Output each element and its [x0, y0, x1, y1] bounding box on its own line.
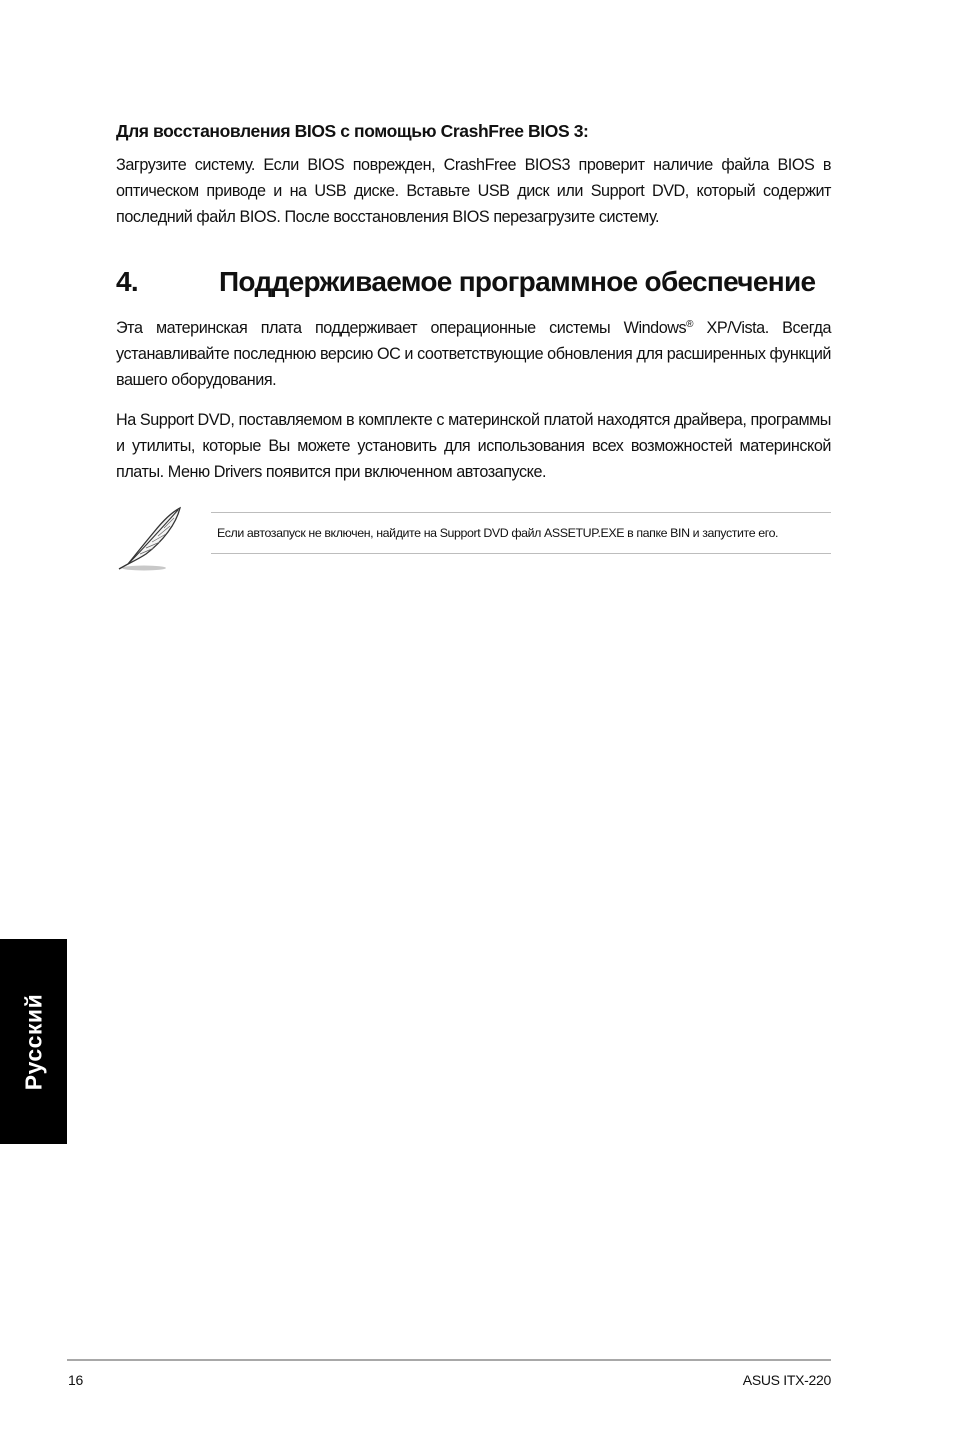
os-support-paragraph [116, 315, 831, 393]
note-text: Если автозапуск не включен, найдите на Support DVD файл ASSETUP.EXE в папке BIN и запустите его. [217, 526, 779, 540]
section-title: Поддерживаемое программное обеспечение [219, 266, 816, 297]
os-support-text-end: XP/Vista. Всегда устанавливайте последнюю версию ОС и соответствующие обновления для расширенных функций вашего оборудования. [116, 319, 832, 389]
product-name: ASUS ITX-220 [742, 1372, 831, 1388]
language-side-tab [0, 939, 67, 1144]
footer-divider [67, 1359, 831, 1361]
section-number: 4. [116, 266, 138, 297]
bios-recovery-heading: Для восстановления BIOS с помощью CrashFree BIOS 3: [116, 121, 589, 141]
page-number: 16 [68, 1372, 83, 1388]
feather-pen-icon [114, 504, 184, 574]
section-heading [116, 266, 831, 298]
support-dvd-paragraph: На Support DVD, поставляемом в комплекте с материнской платой находятся драйвера, программы и утилиты, которые Вы можете установить для использования всех возможностей материнской платы. Меню Drivers появится при включенном автозапуске. [116, 411, 831, 481]
bios-recovery-paragraph: Загрузите систему. Если BIOS поврежден, CrashFree BIOS3 проверит наличие файла BIOS в оптическом приводе и на USB диске. Вставьте USB диск или Support DVD, который содержит последний файл BIOS. После восстановления BIOS перезагрузите систему. [116, 156, 831, 226]
language-label: Русский [20, 993, 46, 1090]
note-box [211, 512, 831, 554]
os-support-text-start: Эта материнская плата поддерживает операционные системы Windows [116, 319, 687, 337]
registered-mark: ® [686, 319, 694, 330]
